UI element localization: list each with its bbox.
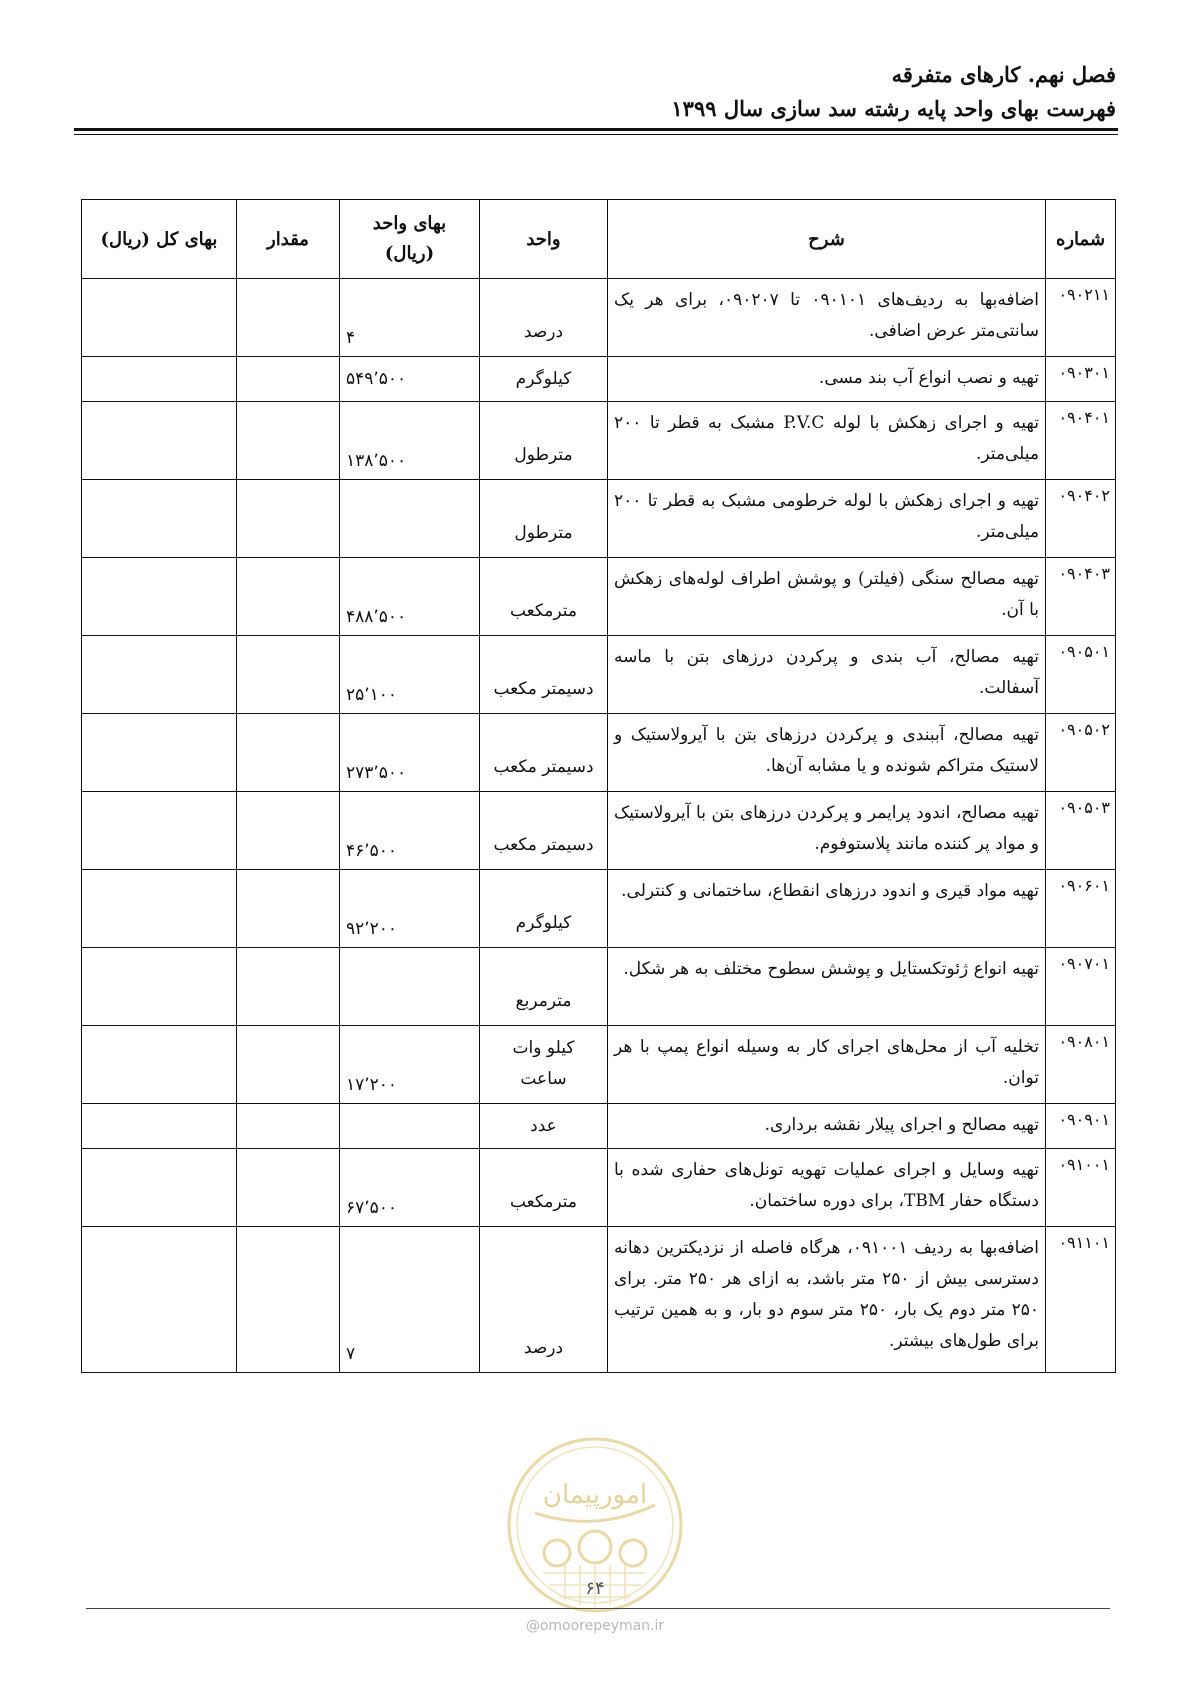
seal-lettering: امورپیمان bbox=[542, 1480, 648, 1510]
item-quantity bbox=[237, 1104, 340, 1149]
item-unit: دسیمتر مکعب bbox=[480, 792, 608, 870]
item-total bbox=[82, 1104, 237, 1149]
item-total bbox=[82, 792, 237, 870]
item-unit: کیلوگرم bbox=[480, 870, 608, 948]
item-number: ۰۹۰۸۰۱ bbox=[1046, 1026, 1116, 1104]
item-description: اضافه‌بها به ردیف‌های ۰۹۰۱۰۱ تا ۰۹۰۲۰۷، برای هر یک سانتی‌متر عرض اضافی. bbox=[608, 279, 1046, 357]
document-subtitle: فهرست بهای واحد پایه رشته سد سازی سال ۱۳۹۹ bbox=[671, 96, 1116, 121]
price-list-table bbox=[81, 199, 1116, 1373]
item-unit-price: ۹۲٬۲۰۰ bbox=[340, 870, 480, 948]
item-total bbox=[82, 1227, 237, 1373]
item-quantity bbox=[237, 636, 340, 714]
item-unit-price: ۴ bbox=[340, 279, 480, 357]
item-description: تهیه مصالح، آب بندی و پرکردن درزهای بتن با ماسه آسفالت. bbox=[608, 636, 1046, 714]
item-total bbox=[82, 1149, 237, 1227]
item-number: ۰۹۰۴۰۱ bbox=[1046, 402, 1116, 480]
table-row bbox=[82, 1149, 1116, 1227]
page-number: ۶۴ bbox=[585, 1578, 605, 1599]
item-description: تهیه و نصب انواع آب بند مسی. bbox=[608, 357, 1046, 402]
item-unit: دسیمتر مکعب bbox=[480, 636, 608, 714]
item-number: ۰۹۰۵۰۳ bbox=[1046, 792, 1116, 870]
item-quantity bbox=[237, 792, 340, 870]
table-row bbox=[82, 1227, 1116, 1373]
item-unit: دسیمتر مکعب bbox=[480, 714, 608, 792]
item-unit: عدد bbox=[480, 1104, 608, 1149]
item-total bbox=[82, 714, 237, 792]
table-row bbox=[82, 279, 1116, 357]
table-row bbox=[82, 636, 1116, 714]
table-row bbox=[82, 1026, 1116, 1104]
item-quantity bbox=[237, 1227, 340, 1373]
item-total bbox=[82, 1026, 237, 1104]
item-unit: مترمربع bbox=[480, 948, 608, 1026]
item-total bbox=[82, 636, 237, 714]
table-row bbox=[82, 357, 1116, 402]
item-unit-price: ۷ bbox=[340, 1227, 480, 1373]
chapter-title: فصل نهم. کارهای متفرقه bbox=[891, 62, 1116, 87]
item-unit-price: ۴۶٬۵۰۰ bbox=[340, 792, 480, 870]
item-unit-price: ۵۴۹٬۵۰۰ bbox=[340, 357, 480, 402]
item-quantity bbox=[237, 357, 340, 402]
item-number: ۰۹۰۴۰۲ bbox=[1046, 480, 1116, 558]
item-number: ۰۹۰۵۰۱ bbox=[1046, 636, 1116, 714]
item-description: تهیه و اجرای زهکش با لوله P.V.C مشبک به قطر تا ۲۰۰ میلی‌متر. bbox=[608, 402, 1046, 480]
table-row bbox=[82, 948, 1116, 1026]
table-row bbox=[82, 558, 1116, 636]
table-row bbox=[82, 870, 1116, 948]
header-total: بهای کل (ریال) bbox=[82, 200, 237, 279]
table-row bbox=[82, 714, 1116, 792]
item-unit: مترطول bbox=[480, 402, 608, 480]
item-description: تهیه مواد قیری و اندود درزهای انقطاع، ساختمانی و کنترلی. bbox=[608, 870, 1046, 948]
item-unit-price: ۶۷٬۵۰۰ bbox=[340, 1149, 480, 1227]
item-unit-price: ۱۷٬۲۰۰ bbox=[340, 1026, 480, 1104]
item-description: تهیه انواع ژئوتکستایل و پوشش سطوح مختلف به هر شکل. bbox=[608, 948, 1046, 1026]
item-quantity bbox=[237, 870, 340, 948]
item-unit: مترطول bbox=[480, 480, 608, 558]
item-total bbox=[82, 279, 237, 357]
watermark-url: @omoorepeyman.ir bbox=[525, 1618, 665, 1634]
header-unit: واحد bbox=[480, 200, 608, 279]
item-number: ۰۹۰۴۰۳ bbox=[1046, 558, 1116, 636]
header-unit-price: بهای واحد (ریال) bbox=[340, 200, 480, 279]
item-unit-price: ۲۵٬۱۰۰ bbox=[340, 636, 480, 714]
item-total bbox=[82, 357, 237, 402]
item-unit: کیلوگرم bbox=[480, 357, 608, 402]
item-number: ۰۹۰۲۱۱ bbox=[1046, 279, 1116, 357]
item-unit: مترمکعب bbox=[480, 1149, 608, 1227]
item-unit-price bbox=[340, 1104, 480, 1149]
item-number: ۰۹۰۶۰۱ bbox=[1046, 870, 1116, 948]
page-header bbox=[76, 58, 1116, 126]
item-unit-price: ۴۸۸٬۵۰۰ bbox=[340, 558, 480, 636]
item-number: ۰۹۱۱۰۱ bbox=[1046, 1227, 1116, 1373]
item-number: ۰۹۰۳۰۱ bbox=[1046, 357, 1116, 402]
item-description: تخلیه آب از محل‌های اجرای کار به وسیله انواع پمپ با هر توان. bbox=[608, 1026, 1046, 1104]
item-number: ۰۹۰۵۰۲ bbox=[1046, 714, 1116, 792]
item-total bbox=[82, 948, 237, 1026]
item-description: اضافه‌بها به ردیف ۰۹۱۰۰۱، هرگاه فاصله از نزدیکترین دهانه دسترسی بیش از ۲۵۰ متر باشد، به ازای هر ۲۵۰ متر. برای ۲۵۰ متر دوم یک بار، ۲۵۰ متر سوم دو بار، و به همین ترتیب برای طول‌های بیشتر. bbox=[608, 1227, 1046, 1373]
item-description: تهیه مصالح، آببندی و پرکردن درزهای بتن با آیرولاستیک و لاستیک متراکم شونده و یا مشابه آن‌ها. bbox=[608, 714, 1046, 792]
item-quantity bbox=[237, 1149, 340, 1227]
item-number: ۰۹۰۷۰۱ bbox=[1046, 948, 1116, 1026]
footer-rule bbox=[86, 1608, 1110, 1609]
item-description: تهیه مصالح سنگی (فیلتر) و پوشش اطراف لوله‌های زهکش با آن. bbox=[608, 558, 1046, 636]
item-quantity bbox=[237, 714, 340, 792]
item-number: ۰۹۱۰۰۱ bbox=[1046, 1149, 1116, 1227]
header-description: شرح bbox=[608, 200, 1046, 279]
item-unit-price bbox=[340, 948, 480, 1026]
item-quantity bbox=[237, 279, 340, 357]
table-row bbox=[82, 480, 1116, 558]
item-quantity bbox=[237, 558, 340, 636]
item-total bbox=[82, 480, 237, 558]
item-description: تهیه و اجرای زهکش با لوله خرطومی مشبک به قطر تا ۲۰۰ میلی‌متر. bbox=[608, 480, 1046, 558]
table-header-row bbox=[82, 200, 1116, 279]
item-description: تهیه مصالح، اندود پرایمر و پرکردن درزهای بتن با آیرولاستیک و مواد پر کننده مانند پلاستوفوم. bbox=[608, 792, 1046, 870]
item-quantity bbox=[237, 402, 340, 480]
table-row bbox=[82, 1104, 1116, 1149]
item-quantity bbox=[237, 480, 340, 558]
item-total bbox=[82, 402, 237, 480]
header-quantity: مقدار bbox=[237, 200, 340, 279]
header-rule-thick bbox=[74, 128, 1118, 131]
table-row bbox=[82, 792, 1116, 870]
table-row bbox=[82, 402, 1116, 480]
item-description: تهیه وسایل و اجرای عملیات تهویه تونل‌های حفاری شده با دستگاه حفار TBM، برای دوره ساختمان. bbox=[608, 1149, 1046, 1227]
item-quantity bbox=[237, 1026, 340, 1104]
item-total bbox=[82, 870, 237, 948]
header-rule-thin bbox=[74, 134, 1118, 135]
item-total bbox=[82, 558, 237, 636]
item-unit: درصد bbox=[480, 279, 608, 357]
item-unit-price: ۲۷۳٬۵۰۰ bbox=[340, 714, 480, 792]
item-description: تهیه مصالح و اجرای پیلار نقشه برداری. bbox=[608, 1104, 1046, 1149]
item-unit: مترمکعب bbox=[480, 558, 608, 636]
item-unit-price bbox=[340, 480, 480, 558]
item-unit: درصد bbox=[480, 1227, 608, 1373]
item-unit: کیلو وات ساعت bbox=[480, 1026, 608, 1104]
item-number: ۰۹۰۹۰۱ bbox=[1046, 1104, 1116, 1149]
header-number: شماره bbox=[1046, 200, 1116, 279]
item-quantity bbox=[237, 948, 340, 1026]
item-unit-price: ۱۳۸٬۵۰۰ bbox=[340, 402, 480, 480]
